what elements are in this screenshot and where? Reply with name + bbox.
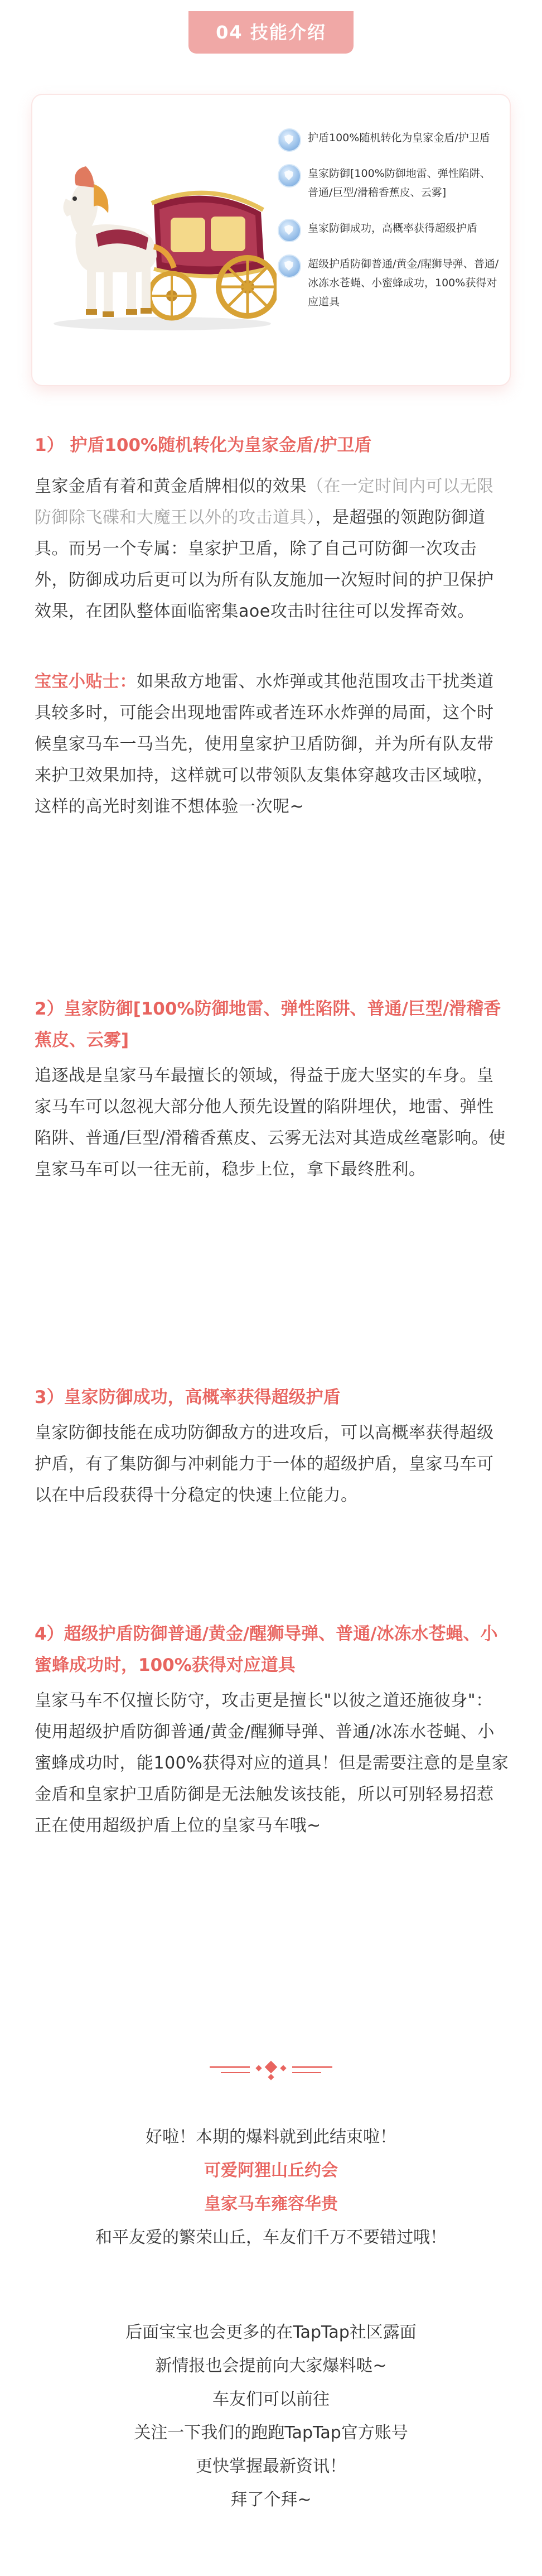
section-2-text: 追逐战是皇家马车最擅长的领域，得益于庞大坚实的车身。皇家马车可以忽视大部分他人预先设置的陷阱埋伏，地雷、弹性陷阱、普通/巨型/滑稽香蕉皮、云雾无法对其造成丝毫影响。使皇家马车可以一往无前，稳步上位，拿下最终胜利。 (35, 1066, 506, 1179)
ending-line: 拜了个拜~ (230, 2490, 312, 2510)
skill-text: 皇家防御成功，高概率获得超级护盾 (308, 222, 478, 234)
section-title-banner (188, 11, 354, 54)
skill-text: 皇家防御[100%防御地雷、弹性陷阱、普通/巨型/滑稽香蕉皮、云雾] (308, 167, 491, 199)
section-1-paragraph (35, 471, 510, 627)
section-1-text-c: ，是超强的领跑防御道具。而另一个专属：皇家护卫盾，除了自己可防御一次攻击外，防御成功后更可以为所有队友施加一次短时间的护卫保护效果，在团队整体面临密集aoe攻击时往往可以发挥奇效。 (35, 508, 494, 621)
section-1 (35, 430, 510, 823)
section-1-heading: 1） 护盾100%随机转化为皇家金盾/护卫盾 (35, 435, 372, 455)
ending-block (33, 2121, 509, 2517)
ending-highlight: 皇家马车雍容华贵 (204, 2194, 338, 2214)
skill-item (278, 254, 501, 311)
skill-item (278, 164, 501, 202)
section-2-heading: 2）皇家防御[100%防御地雷、弹性陷阱、普通/巨型/滑稽香蕉皮、云雾] (35, 999, 501, 1050)
ending-highlight: 可爱阿狸山丘约会 (204, 2161, 338, 2180)
skill-text: 超级护盾防御普通/黄金/醒狮导弹、普通/冰冻水苍蝇、小蜜蜂成功，100%获得对应道具 (308, 258, 499, 308)
section-4 (35, 1618, 510, 1842)
ending-spacer (33, 2255, 509, 2316)
ending-line: 关注一下我们的跑跑TapTap官方账号 (134, 2423, 408, 2443)
ornament-divider (210, 2058, 332, 2083)
section-4-text: 皇家马车不仅擅长防守，攻击更是擅长"以彼之道还施彼身"：使用超级护盾防御普通/黄金/醒狮导弹、普通/冰冻水苍蝇、小蜜蜂成功时，能100%获得对应的道具！但是需要注意的是皇家金盾和皇家护卫盾防御是无法触发该技能，所以可别轻易招惹正在使用超级护盾上位的皇家马车哦~ (35, 1691, 509, 1835)
section-title: 04 技能介绍 (216, 22, 326, 43)
shield-convert-icon (278, 128, 301, 152)
ending-line: 好啦！本期的爆料就到此结束啦！ (146, 2127, 396, 2147)
section-1-note: （在一定时间内可以无限防御除飞碟和大魔王以外的攻击道具） (35, 477, 494, 527)
ending-line: 车友们可以前往 (212, 2390, 330, 2409)
super-shield-icon (278, 254, 301, 278)
section-1-text-a: 皇家金盾有着和黄金盾牌相似的效果 (35, 477, 307, 496)
skill-card (32, 95, 510, 385)
ending-line: 新情报也会提前向大家爆料哒~ (155, 2356, 387, 2376)
section-3-heading: 3）皇家防御成功，高概率获得超级护盾 (35, 1387, 341, 1407)
ending-line: 后面宝宝也会更多的在TapTap社区露面 (125, 2323, 417, 2342)
skill-item (278, 128, 501, 147)
section-2 (35, 993, 510, 1185)
section-4-heading: 4）超级护盾防御普通/黄金/醒狮导弹、普通/冰冻水苍蝇、小蜜蜂成功时，100%获得对应道具 (35, 1624, 498, 1675)
royal-defense-icon (278, 164, 301, 188)
tip-paragraph (35, 666, 510, 823)
skill-text: 护盾100%随机转化为皇家金盾/护卫盾 (308, 132, 490, 144)
defense-success-icon (278, 219, 301, 242)
skill-item (278, 219, 501, 238)
royal-carriage-illustration (42, 151, 277, 335)
section-3 (35, 1382, 510, 1511)
ending-line: 和平友爱的繁荣山丘，车友们千万不要错过哦！ (95, 2228, 447, 2247)
ending-line: 更快掌握最新资讯！ (196, 2457, 346, 2476)
tip-label: 宝宝小贴士： (35, 672, 137, 691)
skill-list (278, 128, 501, 328)
section-3-text: 皇家防御技能在成功防御敌方的进攻后，可以高概率获得超级护盾，有了集防御与冲刺能力于一体的超级护盾，皇家马车可以在中后段获得十分稳定的快速上位能力。 (35, 1423, 494, 1505)
tip-text: 如果敌方地雷、水炸弹或其他范围攻击干扰类道具较多时，可能会出现地雷阵或者连环水炸弹的局面，这个时候皇家马车一马当先，使用皇家护卫盾防御，并为所有队友带来护卫效果加持，这样就可以带领队友集体穿越攻击区域啦，这样的高光时刻谁不想体验一次呢~ (35, 672, 494, 816)
